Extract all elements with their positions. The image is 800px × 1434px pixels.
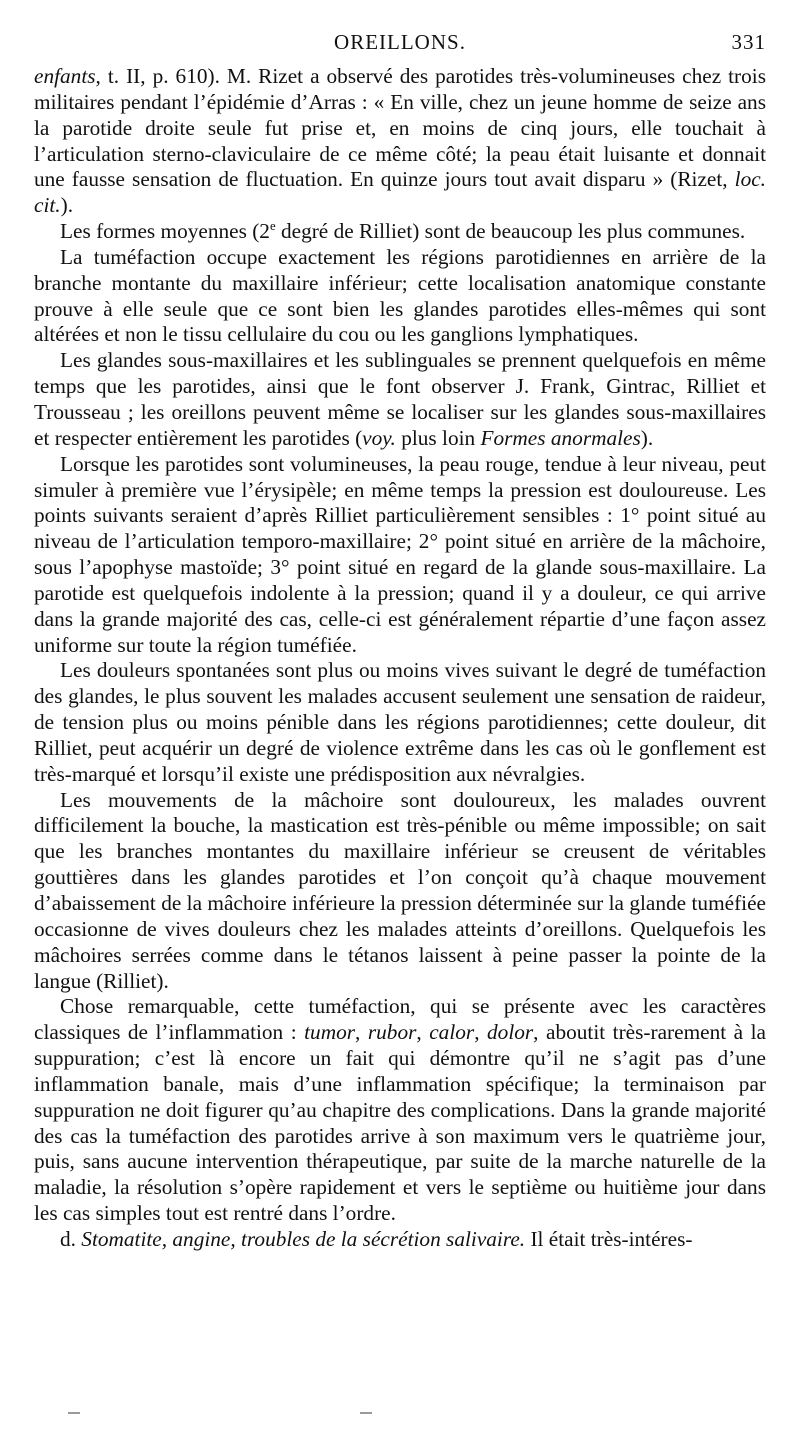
- body-text: [34, 64, 766, 1253]
- text-run: , aboutit très-rarement à la suppuration; c’est là encore un fait qui démontre qu’il ne s’agit pas d’une inflammation banale, mais d’une inflammation spécifique; la terminaison par suppuration ne doit figurer qu’au chapitre des complications. Dans la grande majorité des cas la tuméfaction des parotides arrive à son maximum vers le quatrième jour, puis, sans aucune intervention thérapeutique, par suite de la marche naturelle de la maladie, la résolution s’opère rapidement et vers le septième ou huitième jour dans les cas simples tout est rentré dans l’ordre.: [34, 1020, 766, 1226]
- text-run: ,: [474, 1020, 488, 1045]
- text-run: , t. II, p. 610). M. Rizet a observé des parotides très-volumineuses chez trois militaires pendant l’épidémie d’Arras : « En ville, chez un jeune homme de seize ans la parotide droite seule fut prise et, en moins de cinq jours, elle touchait à l’articulation sterno-claviculaire de ce même côté; la peau était luisante et donnait une fausse sensation de fluctuation. En quinze jours tout avait disparu » (Rizet,: [34, 64, 766, 192]
- text-run: plus loin: [395, 425, 481, 450]
- paragraph: [34, 219, 766, 245]
- text-run: ,: [355, 1020, 368, 1045]
- text-run: Les glandes sous-maxillaires et les sublinguales se prennent quelquefois en même temps que les parotides, ainsi que le font observer J. Frank, Gintrac, Rilliet et Trousseau ; les oreillons peuvent même se localiser sur les glandes sous-maxillaires et respecter entièrement les parotides (: [34, 348, 766, 450]
- text-run: degré de Rilliet) sont de beaucoup les plus communes.: [275, 219, 746, 244]
- running-header: [34, 30, 766, 60]
- italic-run: tumor: [304, 1020, 356, 1045]
- italic-run: Formes anormales: [480, 425, 641, 450]
- italic-run: loc. cit.: [34, 167, 766, 218]
- text-run: La tuméfaction occupe exactement les régions parotidiennes en arrière de la branche montante du maxillaire inférieur; cette localisation anatomique constante prouve à elle seule que ce sont bien les glandes parotides elles-mêmes qui sont altérées et non le tissu cellulaire du cou ou les ganglions lymphatiques.: [34, 244, 766, 347]
- paragraph: [34, 994, 766, 1227]
- paragraph: [34, 788, 766, 995]
- paragraph: [34, 64, 766, 219]
- text-run: Lorsque les parotides sont volumineuses, la peau rouge, tendue à leur niveau, peut simuler à première vue l’érysipèle; en même temps la pression est douloureuse. Les points suivants seraient d’après Rilliet particulièrement sensibles : 1° point situé au niveau de l’articulation temporo-maxillaire; 2° point situé en arrière de la mâchoire, sous l’apophyse mastoïde; 3° point situé en regard de la glande sous-maxillaire. La parotide est quelquefois indolente à la pression; quand il y a douleur, ce qui arrive dans la grande majorité des cas, celle-ci est généralement répartie d’une façon assez uniforme sur toute la région tuméfiée.: [34, 451, 766, 657]
- paragraph: [34, 658, 766, 787]
- italic-run: calor: [429, 1020, 475, 1045]
- paragraph: [34, 245, 766, 348]
- paragraph: [34, 452, 766, 659]
- paragraph: [34, 1227, 766, 1253]
- italic-run: Stomatite, angine, troubles de la sécrétion salivaire.: [81, 1226, 526, 1251]
- page-number: 331: [731, 30, 766, 54]
- text-run: ).: [640, 425, 654, 450]
- text-run: Les douleurs spontanées sont plus ou moins vives suivant le degré de tuméfaction des glandes, le plus souvent les malades accusent seulement une sensation de raideur, de tension plus ou moins pénible dans les régions parotidiennes; cette douleur, dit Rilliet, peut acquérir un degré de violence extrême dans les cas où le gonflement est très-marqué et lorsqu’il existe une prédisposition aux névralgies.: [34, 658, 766, 786]
- paragraph: [34, 348, 766, 451]
- running-title: OREILLONS.: [334, 30, 466, 54]
- italic-run: rubor: [367, 1020, 417, 1045]
- bottom-scan-marks: [60, 1412, 740, 1418]
- text-run: ).: [60, 193, 74, 218]
- text-run: Les formes moyennes (2: [60, 219, 270, 244]
- text-run: Les mouvements de la mâchoire sont douloureux, les malades ouvrent difficilement la bouche, la mastication est très-pénible ou même impossible; on sait que les branches montantes du maxillaire inférieur se creusent de véritables gouttières dans les glandes parotides et l’on conçoit qu’à chaque mouvement d’abaissement de la mâchoire inférieure la pression déterminée sur la glande tuméfiée occasionne de vives douleurs chez les malades atteints d’oreillons. Quelquefois les mâchoires serrées comme dans le tétanos laissent à peine passer la pointe de la langue (Rilliet).: [34, 787, 766, 993]
- text-run: ,: [416, 1020, 430, 1045]
- italic-run: dolor: [487, 1020, 534, 1045]
- text-run: Chose remarquable, cette tuméfaction, qui se présente avec les caractères classiques de l’inflammation :: [34, 994, 766, 1045]
- italic-run: voy.: [362, 425, 396, 450]
- text-run: Il était très-intéres-: [525, 1226, 693, 1251]
- text-run: d.: [60, 1226, 82, 1251]
- superscript: e: [269, 218, 276, 233]
- italic-run: enfants: [34, 64, 96, 88]
